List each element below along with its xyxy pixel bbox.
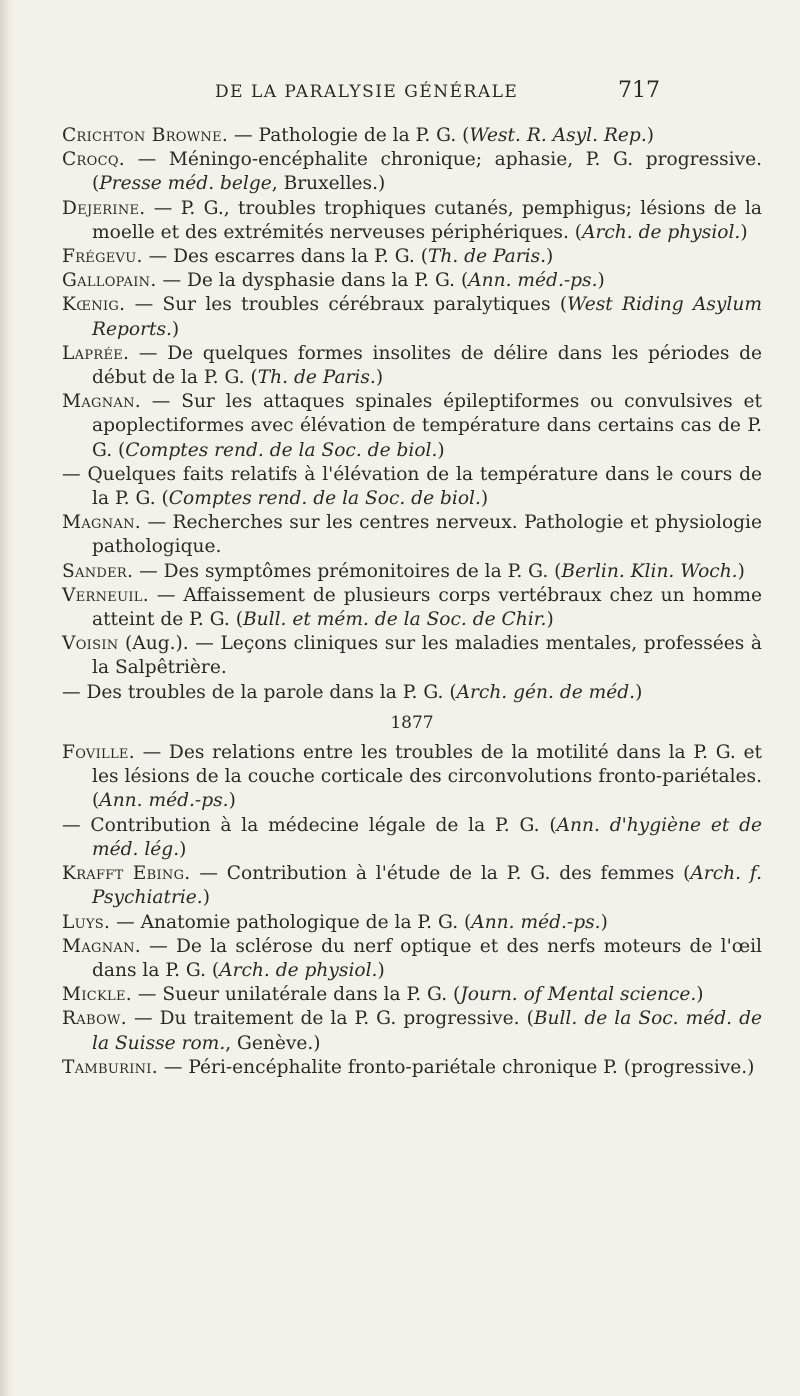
entry-tail: ) — [696, 984, 704, 1006]
page-number: 717 — [618, 78, 660, 103]
bibliography-entry — [62, 741, 762, 814]
entry-source: Comptes rend. de la Soc. de biol. — [168, 488, 481, 510]
entry-source: Arch. gén. de méd. — [456, 681, 636, 703]
entry-author: Laprée. — [62, 342, 130, 364]
entry-tail: ) — [546, 246, 554, 268]
entry-author: Magnan. — [62, 512, 141, 534]
entry-source: Th. de Paris. — [427, 246, 547, 268]
entry-title: — Péri-encéphalite fronto-pariétale chronique P. (progressive.) — [157, 1056, 755, 1078]
entry-title: — Recherches sur les centres nerveux. Pathologie et physiologie pathologique. — [92, 512, 762, 558]
entry-author: Magnan. — [62, 935, 141, 957]
entry-title: — Anatomie pathologique de la P. G. ( — [110, 911, 472, 933]
bibliography-entry — [62, 632, 762, 680]
bibliography-entry — [62, 560, 762, 584]
entry-title: — Contribution à l'étude de la P. G. des femmes ( — [190, 863, 691, 885]
entry-author: Rabow. — [62, 1008, 127, 1030]
entry-title: — Des relations entre les troubles de la motilité dans la P. G. et les lésions de la couche corticale des circonvolutions fronto-pariétales. ( — [92, 742, 762, 812]
entry-author: Kœnig. — [62, 294, 126, 316]
bibliography-entry — [62, 390, 762, 463]
entry-title: — Sur les attaques spinales épileptiformes ou convulsives et apoplectiformes avec élévation de température dans certains cas de P. G. ( — [92, 391, 762, 461]
bibliography-entry — [62, 862, 762, 910]
entry-source: Comptes rend. de la Soc. de biol. — [125, 439, 438, 461]
entry-source: Bull. de la Soc. méd. de la Suisse rom. — [92, 1008, 763, 1054]
entry-source: Bull. et mém. de la Soc. de Chir. — [242, 609, 547, 631]
entry-title: — Contribution à la médecine légale de la P. G. ( — [62, 814, 557, 836]
entry-author: Dejerine. — [62, 197, 146, 219]
bibliography-entry — [62, 681, 762, 705]
bibliography-entry — [62, 584, 762, 632]
bibliography-entry — [62, 463, 762, 511]
entry-title: — Méningo-encéphalite chronique; aphasie, P. G. progressive. ( — [92, 149, 762, 195]
entry-author: Tamburini. — [62, 1056, 158, 1078]
entry-source: Arch. f. Psychiatrie. — [92, 863, 762, 909]
entry-tail: ) — [480, 488, 489, 510]
entry-tail: ) — [546, 609, 554, 631]
entry-title: — Du traitement de la P. G. progressive. ( — [126, 1008, 534, 1030]
entry-author: Gallopain. — [62, 270, 157, 292]
bibliography-entry — [62, 245, 762, 269]
entry-title: (Aug.). — Leçons cliniques sur les maladies mentales, professées à la Salpêtrière. — [92, 633, 762, 679]
entry-source: Arch. de physiol. — [582, 221, 741, 243]
entry-tail: ) — [737, 560, 745, 582]
entry-source: Presse méd. belge — [99, 173, 272, 195]
entry-title: — P. G., troubles trophiques cutanés, pemphigus; lésions de la moelle et des extrémités nerveuses périphériques. ( — [92, 197, 762, 243]
bibliography-entry — [62, 293, 762, 341]
entry-tail: ) — [597, 270, 605, 292]
entry-author: Magnan. — [62, 391, 141, 413]
bibliography-entry — [62, 983, 762, 1007]
bibliography-entry — [62, 511, 762, 559]
bibliography-entry — [62, 1007, 762, 1055]
bibliography-entry — [62, 935, 762, 983]
entry-tail: ) — [437, 439, 445, 461]
entry-title: — De quelques formes insolites de délire dans les périodes de début de la P. G. ( — [92, 342, 762, 389]
bibliography-entry — [62, 197, 762, 245]
entry-tail: ) — [171, 318, 180, 340]
entry-title: — De la dysphasie dans la P. G. ( — [156, 270, 469, 292]
entry-source: Ann. méd.-ps. — [471, 911, 601, 933]
year-heading: 1877 — [390, 712, 434, 733]
entry-author: Frégevu. — [62, 246, 143, 268]
bibliography-list-1876 — [62, 124, 762, 705]
entry-author: Verneuil. — [62, 584, 149, 606]
entry-tail: , Bruxelles.) — [271, 173, 386, 195]
entry-title: — Sueur unilatérale dans la P. G. ( — [131, 984, 461, 1006]
bibliography-entry — [62, 148, 762, 196]
entry-tail: ) — [375, 367, 384, 389]
entry-tail: ) — [600, 911, 608, 933]
entry-author: Krafft Ebing. — [62, 863, 191, 885]
running-head: DE LA PARALYSIE GÉNÉRALE — [215, 82, 519, 102]
entry-source: Ann. méd.-ps. — [99, 790, 229, 812]
entry-tail: ) — [179, 838, 187, 860]
entry-title: — Pathologie de la P. G. ( — [228, 125, 470, 146]
entry-title: — Quelques faits relatifs à l'élévation de la température dans le cours de la P. G. ( — [62, 463, 762, 510]
entry-title: — Des troubles de la parole dans la P. G. ( — [62, 681, 457, 703]
bibliography-list-1877 — [62, 741, 762, 1080]
page-header — [150, 78, 770, 108]
entry-title: — Affaissement de plusieurs corps vertébraux chez un homme atteint de P. G. ( — [92, 584, 762, 631]
bibliography-entry — [62, 342, 762, 390]
entry-tail: , Genève.) — [225, 1032, 321, 1054]
entry-source: Ann. méd.-ps. — [468, 270, 598, 292]
bibliography-entry — [62, 814, 762, 862]
entry-tail: ) — [646, 125, 654, 146]
entry-title: — De la sclérose du nerf optique et des nerfs moteurs de l'œil dans la P. G. ( — [92, 935, 762, 981]
entry-author: Luys. — [62, 911, 111, 933]
entry-tail: ) — [740, 221, 748, 243]
entry-author: Foville. — [62, 742, 135, 764]
entry-author: Sander. — [62, 560, 134, 582]
bibliography-entry — [62, 124, 762, 148]
bibliography-entry — [62, 911, 762, 935]
entry-tail: ) — [228, 790, 236, 812]
entry-source: Ann. d'hygiène et de méd. lég. — [92, 814, 763, 860]
entry-tail: ) — [202, 887, 210, 909]
entry-source: Journ. of Mental science. — [460, 984, 697, 1006]
entry-author: Voisin — [62, 633, 119, 655]
entry-author: Mickle. — [62, 984, 132, 1006]
entry-source: Th. de Paris. — [257, 367, 376, 389]
entry-author: Crocq. — [62, 149, 125, 171]
bibliography-body — [62, 124, 762, 1080]
entry-author: Crichton Browne. — [62, 125, 229, 146]
entry-title: — Sur les troubles cérébraux paralytiques ( — [125, 294, 568, 316]
bibliography-entry — [62, 1056, 762, 1080]
entry-source: Berlin. Klin. Woch. — [561, 560, 738, 582]
entry-source: West Riding Asylum Reports. — [92, 294, 762, 340]
book-binding-edge — [0, 0, 14, 1396]
entry-tail: ) — [635, 681, 643, 703]
entry-title: — Des symptômes prémonitoires de la P. G. ( — [133, 560, 562, 582]
bibliography-entry — [62, 269, 762, 293]
entry-tail: ) — [377, 959, 385, 981]
entry-title: — Des escarres dans la P. G. ( — [142, 246, 428, 268]
entry-source: Arch. de physiol. — [219, 959, 378, 981]
entry-source: West. R. Asyl. Rep. — [469, 125, 647, 146]
